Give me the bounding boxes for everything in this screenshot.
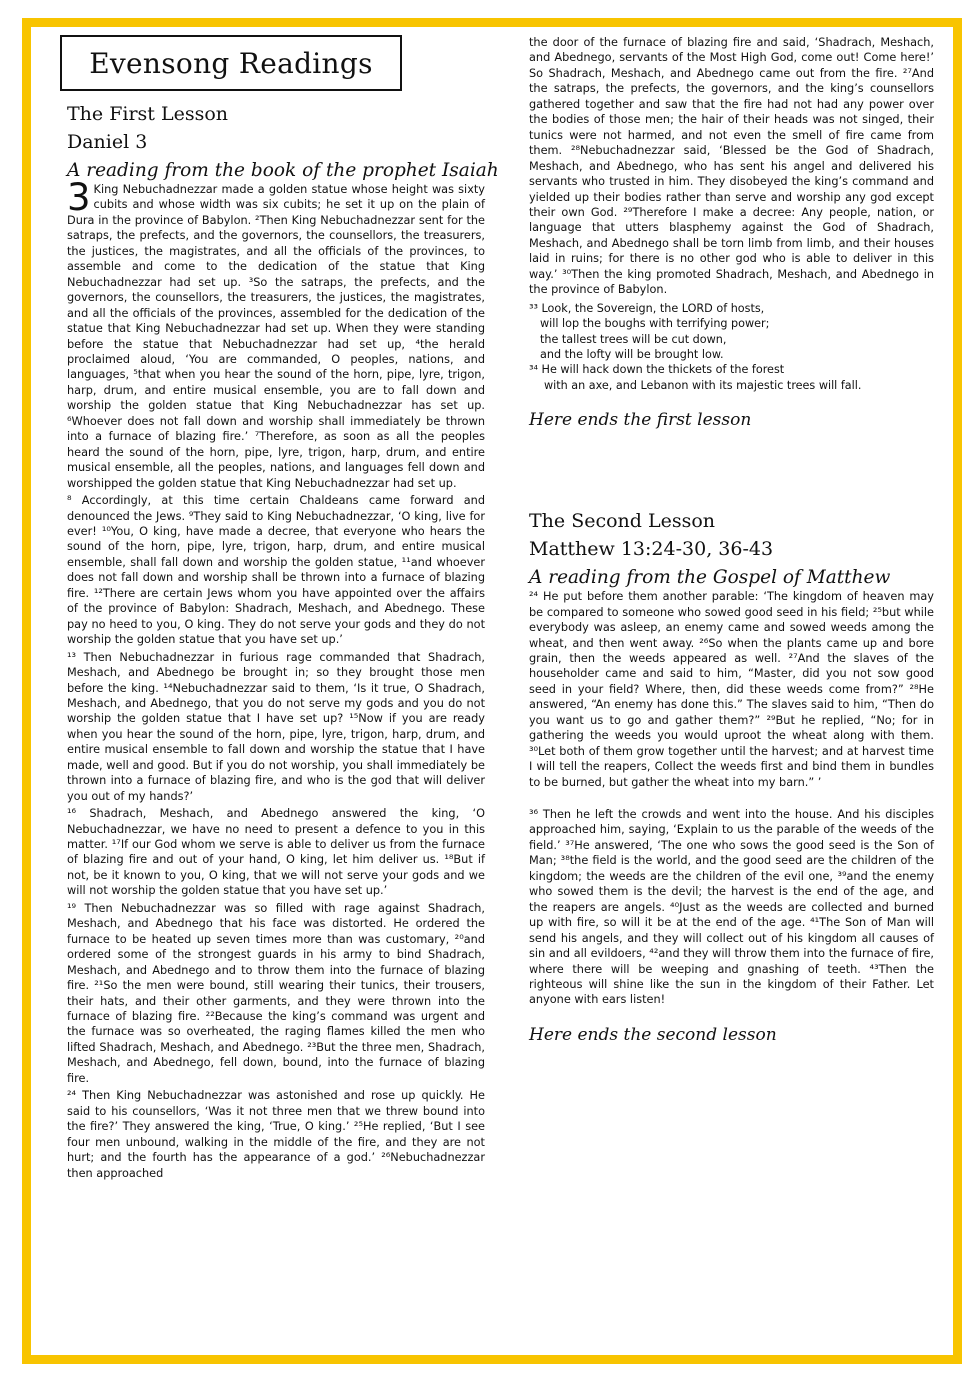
first-lesson-body bbox=[67, 176, 485, 1181]
second-lesson-reference: Matthew 13:24-30, 36-43 bbox=[529, 538, 774, 561]
first-lesson-heading: The First Lesson bbox=[67, 103, 228, 125]
paragraph: ⁸ Accordingly, at this time certain Chaldeans came forward and denounced the Jews. ⁹They said to King Nebuchadnezzar, ‘O king, live for ever! ¹⁰You, O king, have made a decree, that everyone who hears the sound of the horn, pipe, lyre, trigon, harp, drum, and entire musical ensemble, shall fall down and worship the golden statue, ¹¹and whoever does not fall down and worship shall be thrown into a furnace of blazing fire. ¹²There are certain Jews whom you have appointed over the affairs of the province of Babylon: Shadrach, Meshach, and Abednego. These pay no heed to you, O king. They do not serve your gods and they do not worship the golden statue that you have set up.’ bbox=[67, 494, 485, 647]
poetry-line: ³⁴ He will hack down the thickets of the forest bbox=[529, 363, 785, 377]
paragraph: ¹³ Then Nebuchadnezzar in furious rage commanded that Shadrach, Meshach, and Abednego be brought in; so they brought those men before the king. ¹⁴Nebuchadnezzar said to them, ‘Is it true, O Shadrach, Meshach, and Abednego, that you do not serve my gods and you do not worship the golden statue that I have set up? ¹⁵Now if you are ready when you hear the sound of the horn, pipe, lyre, trigon, harp, drum, and entire musical ensemble to fall down and worship the statue that I have made, well and good. But if you do not worship, you shall immediately be thrown into a furnace of blazing fire, and who is the god that will deliver you out of my hands?’ bbox=[67, 650, 485, 803]
paragraph: ²⁴ Then King Nebuchadnezzar was astonished and rose up quickly. He said to his counsellors, ‘Was it not three men that we threw bound into the fire?’ They answered the king, ‘True, O king.’ ²⁵He replied, ‘But I see four men unbound, walking in the middle of the fire, and they are not hurt; and the fourth has the appearance of a god.’ ²⁶Nebuchadnezzar then approached bbox=[67, 1089, 485, 1180]
second-lesson-heading: The Second Lesson bbox=[529, 510, 716, 533]
first-lesson-intro: A reading from the book of the prophet Isaiah bbox=[67, 160, 499, 181]
title-box bbox=[60, 35, 402, 91]
first-lesson-reference: Daniel 3 bbox=[67, 131, 148, 153]
paragraph: ²⁴ He put before them another parable: ‘The kingdom of heaven may be compared to someone who sowed good seed in his field; ²⁵but while everybody was asleep, an enemy came and sowed weeds among the wheat, and then went away. ²⁶So when the plants came up and bore grain, then the weeds appeared as well. ²⁷And the slaves of the householder came and said to him, “Master, did you not sow good seed in your field? Where, then, did these weeds come from?” ²⁸He answered, “An enemy has done this.” The slaves said to him, “Then do you want us to go and gather them?” ²⁹But he replied, “No; for in gathering the weeds you would uproot the wheat along with them. ³⁰Let both of them grow together until the harvest; and at harvest time I will tell the reapers, Collect the weeds first and bind them in bundles to be burned, but gather the wheat into my barn.” ’ bbox=[529, 590, 934, 789]
left-column bbox=[67, 35, 499, 1183]
right-column bbox=[529, 35, 934, 1045]
first-lesson-ending: Here ends the first lesson bbox=[529, 410, 752, 431]
poetry-line: will lop the boughs with terrifying power; bbox=[540, 317, 770, 331]
poetry-line: with an axe, and Lebanon with its majestic trees will fall. bbox=[544, 378, 862, 392]
poetry-block bbox=[529, 301, 934, 393]
dropcap-chapter-number: 3 bbox=[67, 176, 91, 219]
page-frame bbox=[22, 18, 962, 1364]
paragraph: ¹⁶ Shadrach, Meshach, and Abednego answered the king, ‘O Nebuchadnezzar, we have no need to present a defence to you in this matter. ¹⁷If our God whom we serve is able to deliver us from the furnace of blazing fire and out of your hand, O king, let him deliver us. ¹⁸But if not, be it known to you, O king, that we will not serve your gods and we will not worship the golden statue that you have set up.’ bbox=[67, 807, 485, 898]
paragraph: the door of the furnace of blazing fire and said, ‘Shadrach, Meshach, and Abednego, servants of the Most High God, come out! Come here!’ So Shadrach, Meshach, and Abednego came out from the fire. ²⁷And the satraps, the prefects, the governors, and the king’s counsellors gathered together and saw that the fire had not had any power over the bodies of those men; the hair of their heads was not singed, their tunics were not harmed, and not even the smell of fire came from them. ²⁸Nebuchadnezzar said, ‘Blessed be the God of Shadrach, Meshach, and Abednego, who has sent his angel and delivered his servants who trusted in him. They disobeyed the king’s command and yielded up their bodies rather than serve and worship any god except their own God. ²⁹Therefore I make a decree: Any people, nation, or language that utters blasphemy against the God of Shadrach, Meshach, and Abednego shall be torn limb from limb, and their houses laid in ruins; for there is no other god who is able to deliver in this way.’ ³⁰Then the king promoted Shadrach, Meshach, and Abednego in the province of Babylon. bbox=[529, 36, 934, 297]
poetry-line: ³³ Look, the Sovereign, the LORD of hosts, bbox=[529, 301, 765, 315]
second-lesson-body bbox=[529, 589, 934, 1008]
second-lesson-intro: A reading from the Gospel of Matthew bbox=[529, 567, 891, 589]
second-lesson-ending: Here ends the second lesson bbox=[529, 1024, 777, 1045]
poetry-line: the tallest trees will be cut down, bbox=[540, 332, 727, 346]
paragraph bbox=[67, 176, 485, 491]
paragraph: ¹⁹ Then Nebuchadnezzar was so filled with rage against Shadrach, Meshach, and Abednego that his face was distorted. He ordered the furnace to be heated up seven times more than was customary, ²⁰and ordered some of the strongest guards in his army to bind Shadrach, Meshach, and Abednego and to throw them into the furnace of blazing fire. ²¹So the men were bound, still wearing their tunics, their trousers, their hats, and their other garments, and they were thrown into the furnace of blazing fire. ²²Because the king’s command was urgent and the furnace was so overheated, the raging flames killed the men who lifted Shadrach, Meshach, and Abednego. ²³But the three men, Shadrach, Meshach, and Abednego, fell down, bound, into the furnace of blazing fire. bbox=[67, 901, 485, 1085]
page-title: Evensong Readings bbox=[89, 46, 373, 80]
paragraph: ³⁶ Then he left the crowds and went into the house. And his disciples approached him, saying, ‘Explain to us the parable of the weeds of the field.’ ³⁷He answered, ‘The one who sows the good seed is the Son of Man; ³⁸the field is the world, and the good seed are the children of the kingdom; the weeds are the children of the evil one, ³⁹and the enemy who sowed them is the devil; the harvest is the end of the age, and the reapers are angels. ⁴⁰Just as the weeds are collected and burned up with fire, so will it be at the end of the age. ⁴¹The Son of Man will send his angels, and they will collect out of his kingdom all causes of sin and all evildoers, ⁴²and they will throw them into the furnace of fire, where there will be weeping and gnashing of teeth. ⁴³Then the righteous will shine like the sun in the kingdom of their Father. Let anyone with ears listen! bbox=[529, 808, 934, 1007]
paragraph-text: King Nebuchadnezzar made a golden statue whose height was sixty cubits and whose width was six cubits; he set it up on the plain of Dura in the province of Babylon. ²Then King Nebuchadnezzar sent for the satraps, the prefects, and the governors, the counsellors, the treasurers, the justices, the magistrates, and all the officials of the provinces, to assemble and come to the dedication of the statue that King Nebuchadnezzar had set up. ³So the satraps, the prefects, and the governors, the counsellors, the treasurers, the justices, the magistrates, and all the officials of the provinces, assembled for the dedication of the statue that King Nebuchadnezzar had set up. When they were standing before the statue that Nebuchadnezzar had set up, ⁴the herald proclaimed aloud, ‘You are commanded, O peoples, nations, and languages, ⁵that when you hear the sound of the horn, pipe, lyre, trigon, harp, drum, and entire musical ensemble, you are to fall down and worship the golden statue that King Nebuchadnezzar has set up. ⁶Whoever does not fall down and worship shall immediately be thrown into a furnace of blazing fire.’ ⁷Therefore, as soon as all the peoples heard the sound of the horn, pipe, lyre, trigon, harp, drum, and entire musical ensemble, all the peoples, nations, and languages fell down and worshipped the golden statue that King Nebuchadnezzar had set up. bbox=[67, 183, 485, 490]
first-lesson-body-continued bbox=[529, 35, 934, 298]
poetry-line: and the lofty will be brought low. bbox=[540, 347, 724, 361]
